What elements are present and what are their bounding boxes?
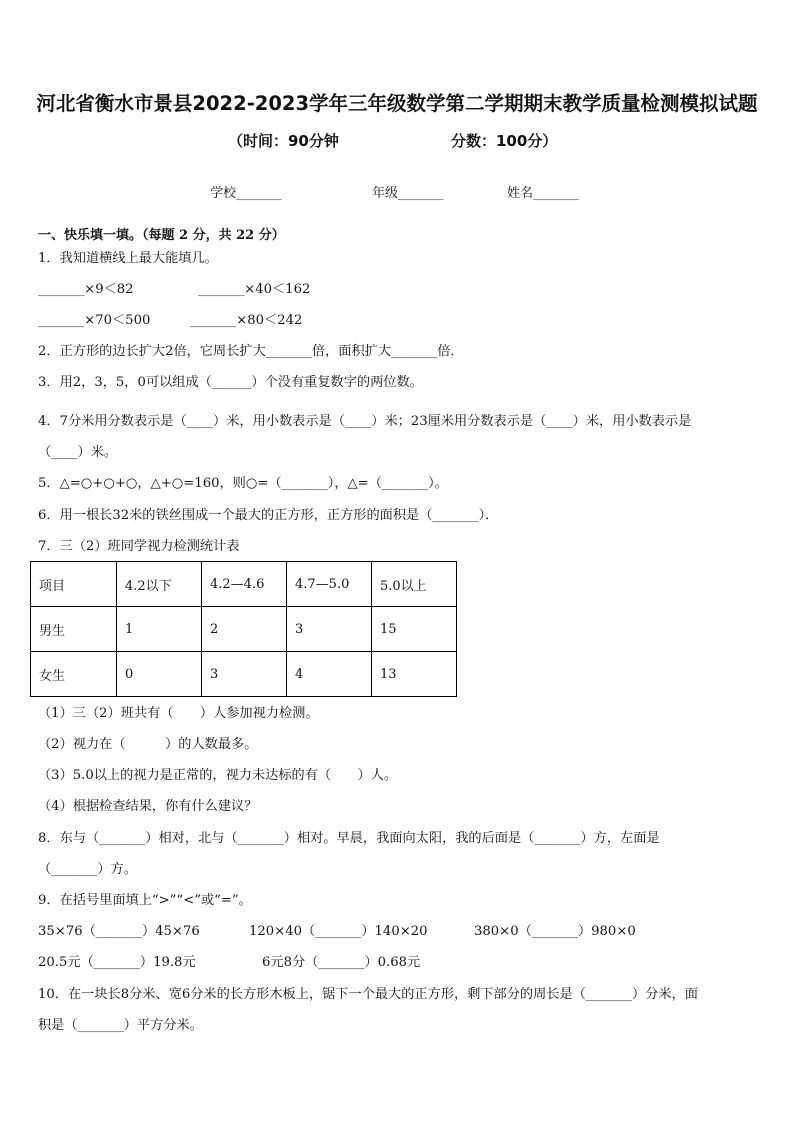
question-9-a: 35×76（_______）45×76 xyxy=(38,924,200,939)
question-1-d: _______×80＜242 xyxy=(190,313,303,328)
question-10-line-2: 积是（_______）平方分米。 xyxy=(38,1018,203,1033)
table-cell: 0 xyxy=(117,652,202,697)
question-2: 2．正方形的边长扩大2倍，它周长扩大_______倍，面积扩大_______倍． xyxy=(38,344,464,359)
question-5: 5．△=○+○+○，△+○=160，则○=（_______），△=（_______）。 xyxy=(38,476,448,491)
table-cell: 1 xyxy=(117,607,202,652)
school-field: 学校_______ xyxy=(210,186,282,201)
question-3: 3．用2，3，5，0可以组成（______）个没有重复数字的两位数。 xyxy=(38,375,423,390)
question-7-part-3: （3）5.0以上的视力是正常的，视力未达标的有（ ）人。 xyxy=(38,768,398,783)
question-1-stem: 1．我知道横线上最大能填几。 xyxy=(38,251,218,266)
question-9-c: 380×0（_______）980×0 xyxy=(474,924,636,939)
grade-field: 年级_______ xyxy=(372,186,444,201)
table-cell: 3 xyxy=(287,607,372,652)
question-7-part-2: （2）视力在（ ）的人数最多。 xyxy=(38,737,258,752)
table-header-row xyxy=(31,562,457,607)
question-1-b: _______×40＜162 xyxy=(198,282,311,297)
table-cell: 4 xyxy=(287,652,372,697)
question-1-a: _______×9＜82 xyxy=(38,282,134,297)
question-7-stem: 7．三（2）班同学视力检测统计表 xyxy=(38,539,240,554)
table-cell: 女生 xyxy=(31,652,117,697)
question-9-d: 20.5元（_______）19.8元 xyxy=(38,955,196,970)
question-9-stem: 9．在括号里面填上“>”“<”或“=”。 xyxy=(38,893,252,908)
page-title: 河北省衡水市景县2022-2023学年三年级数学第二学期期末教学质量检测模拟试题 xyxy=(36,92,758,115)
vision-table xyxy=(30,561,457,697)
exam-time: （时间：90分钟 xyxy=(228,132,339,150)
question-7-part-4: （4）根据检查结果，你有什么建议？ xyxy=(38,799,258,814)
table-cell: 15 xyxy=(372,607,457,652)
table-cell: 男生 xyxy=(31,607,117,652)
table-cell: 4.2以下 xyxy=(117,562,202,607)
table-cell: 4.7—5.0 xyxy=(287,562,372,607)
question-4-line-1: 4．7分米用分数表示是（____）米，用小数表示是（____）米；23厘米用分数表示是（____）米，用小数表示是 xyxy=(38,414,692,429)
question-7-part-1: （1）三（2）班共有（ ）人参加视力检测。 xyxy=(38,706,319,721)
section-heading: 一、快乐填一填。（每题 2 分，共 22 分） xyxy=(38,228,285,243)
question-4-line-2: （____）米。 xyxy=(38,445,118,460)
question-9-b: 120×40（_______）140×20 xyxy=(249,924,428,939)
table-cell: 5.0以上 xyxy=(372,562,457,607)
exam-score: 分数：100分） xyxy=(451,132,558,150)
table-row xyxy=(31,652,457,697)
question-9-e: 6元8分（_______）0.68元 xyxy=(262,955,421,970)
name-field: 姓名_______ xyxy=(507,186,579,201)
question-8-line-1: 8．东与（_______）相对，北与（_______）相对。早晨，我面向太阳，我的后面是（_______）方，左面是 xyxy=(38,831,660,846)
question-10-line-1: 10．在一块长8分米、宽6分米的长方形木板上，锯下一个最大的正方形，剩下部分的周长是（_______）分米，面 xyxy=(38,987,698,1002)
table-cell: 项目 xyxy=(31,562,117,607)
table-cell: 4.2—4.6 xyxy=(202,562,287,607)
question-8-line-2: （_______）方。 xyxy=(38,862,137,877)
table-cell: 2 xyxy=(202,607,287,652)
table-cell: 3 xyxy=(202,652,287,697)
table-cell: 13 xyxy=(372,652,457,697)
question-1-c: _______×70＜500 xyxy=(38,313,151,328)
question-6: 6．用一根长32米的铁丝围成一个最大的正方形，正方形的面积是（_______）． xyxy=(38,508,499,523)
table-row xyxy=(31,607,457,652)
